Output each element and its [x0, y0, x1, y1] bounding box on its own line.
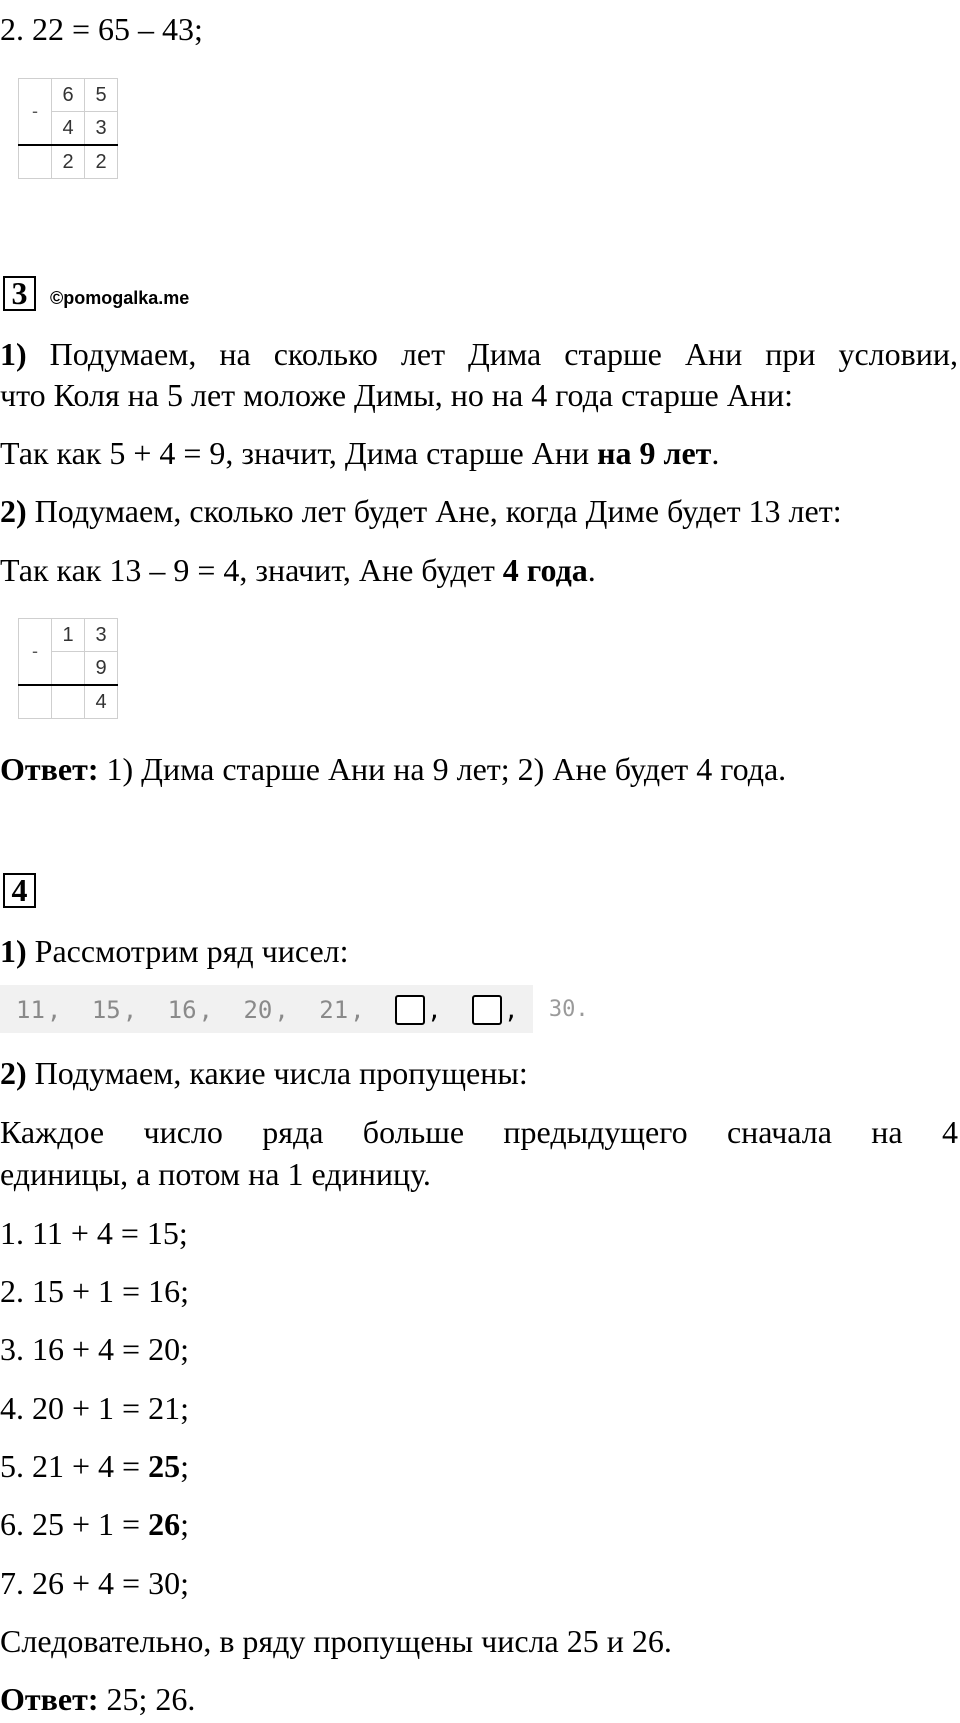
item-number: 1)	[0, 336, 27, 372]
grid-cell	[52, 685, 85, 719]
grid-cell: 2	[85, 145, 118, 179]
paragraph-text: Рассмотрим ряд чисел:	[34, 933, 349, 969]
sequence-number: 16	[167, 996, 197, 1024]
task3-paragraph-4	[0, 549, 958, 591]
sequence-comma: ,	[46, 996, 62, 1024]
sequence-comma: ,	[503, 996, 519, 1024]
subtraction-grid-65-43	[18, 78, 118, 179]
task3-paragraph-1-line-1	[0, 333, 958, 375]
minus-sign: -	[19, 619, 52, 686]
paragraph-text: Так как 13 – 9 = 4, значит, Ане будет	[0, 552, 503, 588]
task3-paragraph-2	[0, 432, 958, 474]
bold-result: 25	[148, 1448, 181, 1484]
step-end: ;	[180, 1506, 189, 1542]
grid-cell	[19, 685, 52, 719]
period: .	[587, 552, 596, 588]
task3-paragraph-3	[0, 490, 958, 532]
sequence-comma: ,	[122, 996, 138, 1024]
step-line: 3. 16 + 4 = 20;	[0, 1331, 189, 1367]
item-number: 2)	[0, 493, 27, 529]
sequence-number: 11	[16, 996, 45, 1024]
step-line: 2. 15 + 1 = 16;	[0, 1273, 189, 1309]
step-line: 1. 11 + 4 = 15;	[0, 1215, 188, 1251]
grid-cell	[19, 145, 52, 179]
item-number: 1)	[0, 933, 27, 969]
task4-paragraph-3-line-1: Каждое число ряда больше предыдущего сначала на 4	[0, 1114, 958, 1150]
sequence-comma: ,	[198, 996, 213, 1024]
answer-text: 25; 26.	[98, 1681, 196, 1717]
step-line: 7. 26 + 4 = 30;	[0, 1565, 189, 1601]
subtraction-grid-13-9	[18, 618, 118, 719]
grid-cell: 6	[52, 79, 85, 112]
grid-cell: 4	[85, 685, 118, 719]
equation-line: 2. 22 = 65 – 43;	[0, 11, 203, 47]
step-text: 5. 21 + 4 =	[0, 1448, 149, 1484]
step-line	[0, 1445, 958, 1487]
grid-cell: 9	[85, 652, 118, 686]
bold-result: на 9 лет	[597, 435, 712, 471]
task-number-4: 4	[3, 873, 36, 908]
paragraph-text: Подумаем, сколько лет будет Ане, когда Диме будет 13 лет:	[34, 493, 842, 529]
grid-cell: 3	[85, 619, 118, 652]
task4-paragraph-2	[0, 1052, 958, 1094]
grid-cell: 3	[85, 112, 118, 146]
sequence-comma: ,	[350, 996, 365, 1024]
answer-label: Ответ:	[0, 751, 99, 787]
sequence-comma: ,	[274, 996, 289, 1024]
step-end: ;	[180, 1448, 189, 1484]
grid-cell	[52, 652, 85, 686]
task4-paragraph-3-line-2: единицы, а потом на 1 единицу.	[0, 1156, 431, 1192]
sequence-comma: ,	[427, 996, 442, 1024]
task4-paragraph-1	[0, 930, 958, 972]
answer-label: Ответ:	[0, 1681, 99, 1717]
task-number-3: 3	[3, 276, 36, 311]
answer-text: 1) Дима старше Ани на 9 лет; 2) Ане будет 4 года.	[98, 751, 787, 787]
number-sequence-image	[0, 985, 589, 1033]
sequence-number: 20	[243, 996, 273, 1024]
paragraph-text: Подумаем, на сколько лет Дима старше Ани при условии,	[49, 336, 959, 372]
bold-result: 4 года	[502, 552, 588, 588]
empty-box	[395, 995, 425, 1025]
minus-sign: -	[19, 79, 52, 146]
sequence-number: 15	[91, 996, 121, 1024]
paragraph-text: Подумаем, какие числа пропущены:	[34, 1055, 528, 1091]
item-number: 2)	[0, 1055, 27, 1091]
task3-answer	[0, 748, 958, 790]
step-line	[0, 1503, 958, 1545]
bold-result: 26	[148, 1506, 181, 1542]
grid-cell: 2	[52, 145, 85, 179]
step-line: 4. 20 + 1 = 21;	[0, 1390, 189, 1426]
grid-cell: 4	[52, 112, 85, 146]
paragraph-text: Так как 5 + 4 = 9, значит, Дима старше Ани	[0, 435, 598, 471]
empty-box	[472, 995, 502, 1025]
watermark-text: ©pomogalka.me	[50, 288, 190, 308]
grid-cell: 1	[52, 619, 85, 652]
sequence-number: 21	[319, 996, 349, 1024]
period: .	[711, 435, 720, 471]
conclusion: Следовательно, в ряду пропущены числа 25 и 26.	[0, 1623, 672, 1659]
sequence-number: 30.	[548, 997, 589, 1022]
grid-cell: 5	[85, 79, 118, 112]
step-text: 6. 25 + 1 =	[0, 1506, 149, 1542]
task3-paragraph-1-line-2: что Коля на 5 лет моложе Димы, но на 4 года старше Ани:	[0, 377, 793, 413]
task4-answer	[0, 1678, 958, 1720]
